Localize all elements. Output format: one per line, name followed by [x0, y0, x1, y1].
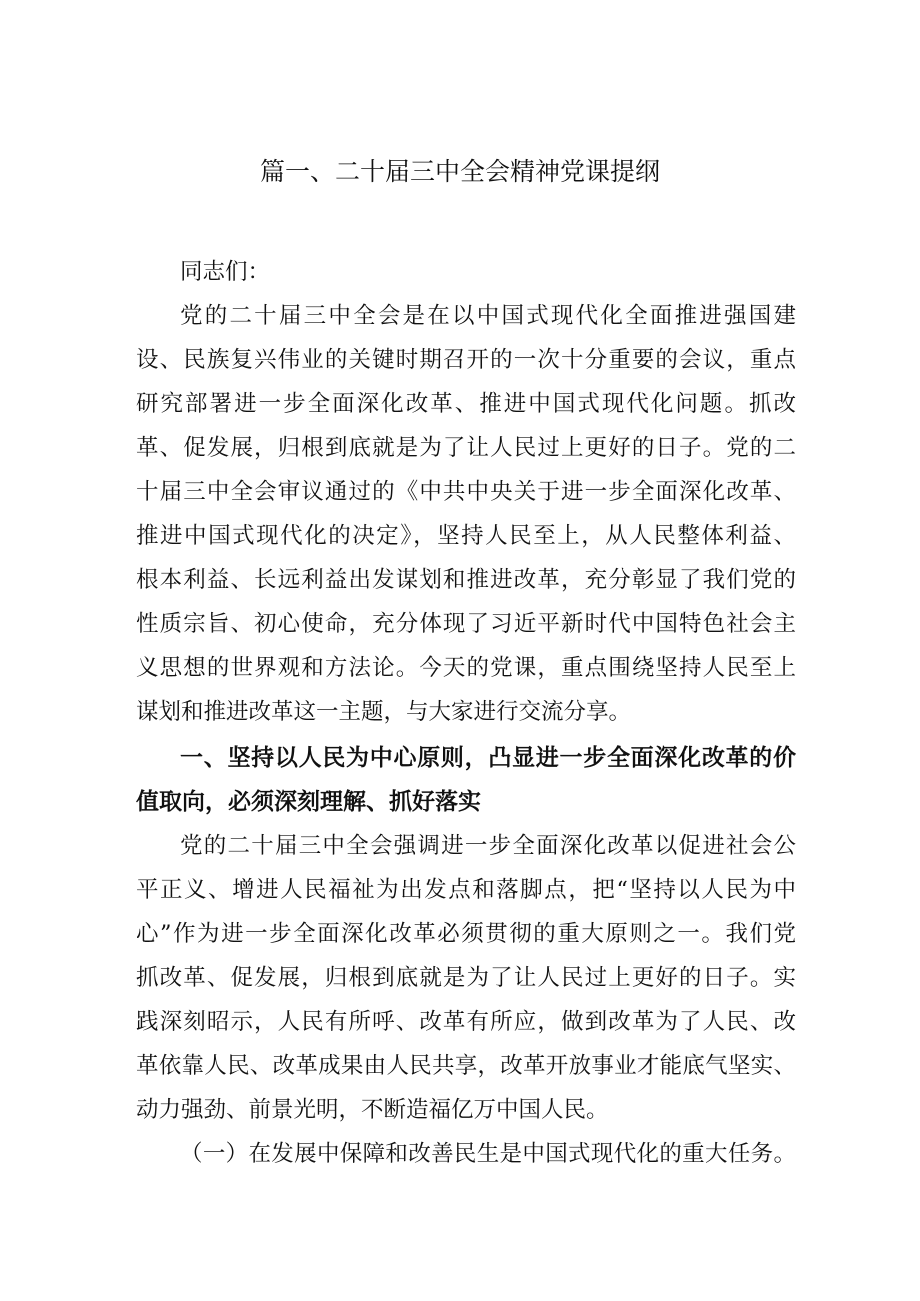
heading-line: 一、坚持以人民为中心原则，凸显进一步全面深化改革的价: [180, 745, 796, 771]
paragraph-line: 革依靠人民、改革成果由人民共享，改革开放事业才能底气坚实、: [136, 1053, 796, 1079]
paragraph-line: 平正义、增进人民福祉为出发点和落脚点，把“坚持以人民为中: [136, 877, 796, 903]
paragraph-line: 根本利益、长远利益出发谋划和推进改革，充分彰显了我们党的: [136, 567, 796, 593]
paragraph-line: 性质宗旨、初心使命，充分体现了习近平新时代中国特色社会主: [136, 611, 796, 637]
greeting: 同志们：: [180, 259, 271, 285]
paragraph-line: 设、民族复兴伟业的关键时期召开的一次十分重要的会议，重点: [136, 347, 796, 373]
subheading-1: （一）在发展中保障和改善民生是中国式现代化的重大任务。: [180, 1141, 796, 1167]
paragraph-line: 义思想的世界观和方法论。今天的党课，重点围绕坚持人民至上: [136, 655, 796, 681]
paragraph-line: 革、促发展，归根到底就是为了让人民过上更好的日子。党的二: [136, 435, 796, 461]
document-body: [136, 250, 796, 1176]
paragraph-line: 研究部署进一步全面深化改革、推进中国式现代化问题。抓改: [136, 391, 796, 417]
paragraph-section-1: [136, 824, 796, 1132]
paragraph-intro: [136, 294, 796, 734]
paragraph-line: 党的二十届三中全会强调进一步全面深化改革以促进社会公: [180, 833, 796, 859]
paragraph-line: 谋划和推进改革这一主题，与大家进行交流分享。: [136, 699, 632, 725]
paragraph-line: 十届三中全会审议通过的《中共中央关于进一步全面深化改革、: [136, 479, 796, 505]
paragraph-line: 党的二十届三中全会是在以中国式现代化全面推进强国建: [180, 303, 796, 329]
paragraph-line: 践深刻昭示，人民有所呼、改革有所应，做到改革为了人民、改: [136, 1009, 796, 1035]
paragraph-line: 动力强劲、前景光明，不断造福亿万中国人民。: [136, 1097, 609, 1123]
section-heading-1: [136, 736, 796, 824]
paragraph-line: 抓改革、促发展，归根到底就是为了让人民过上更好的日子。实: [136, 965, 796, 991]
document-title: 篇一、二十届三中全会精神党课提纲: [259, 157, 660, 186]
heading-line: 值取向，必须深刻理解、抓好落实: [136, 789, 481, 815]
paragraph-line: 心”作为进一步全面深化改革必须贯彻的重大原则之一。我们党: [136, 921, 796, 947]
paragraph-line: 推进中国式现代化的决定》，坚持人民至上，从人民整体利益、: [136, 523, 796, 549]
